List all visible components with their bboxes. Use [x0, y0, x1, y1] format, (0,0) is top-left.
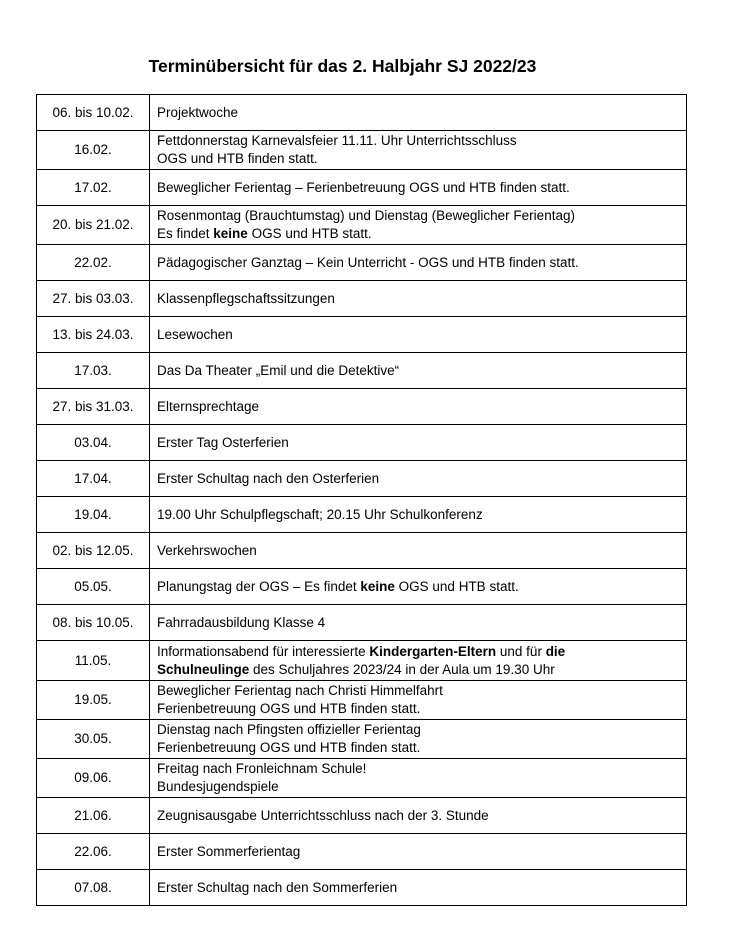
text-segment: 19.00 Uhr Schulpflegschaft; 20.15 Uhr Schulkonferenz [157, 506, 483, 522]
table-row [37, 641, 687, 681]
table-row [37, 425, 687, 461]
description-cell [150, 353, 687, 389]
description-line [157, 225, 682, 243]
description-cell [150, 681, 687, 720]
text-segment: OGS und HTB finden statt. [157, 151, 318, 166]
schedule-table [36, 94, 687, 906]
bold-text: Kindergarten-Eltern [369, 643, 497, 659]
date-cell: 22.06. [37, 834, 150, 870]
date-cell: 21.06. [37, 798, 150, 834]
text-segment: Fettdonnerstag Karnevalsfeier 11.11. Uhr Unterrichtsschluss [157, 133, 517, 148]
description-line [157, 254, 682, 272]
table-row [37, 759, 687, 798]
date-cell: 17.03. [37, 353, 150, 389]
table-row [37, 131, 687, 170]
description-line [157, 614, 682, 632]
description-cell [150, 461, 687, 497]
date-cell: 16.02. [37, 131, 150, 170]
text-segment: des Schuljahres 2023/24 in der Aula um 19.30 Uhr [249, 661, 555, 677]
date-cell: 17.04. [37, 461, 150, 497]
text-segment: Erster Schultag nach den Osterferien [157, 470, 380, 486]
description-line [157, 150, 682, 168]
text-segment: Verkehrswochen [157, 542, 257, 558]
table-row [37, 461, 687, 497]
description-line [157, 104, 682, 122]
description-line [157, 879, 682, 897]
date-cell: 08. bis 10.05. [37, 605, 150, 641]
date-cell: 30.05. [37, 720, 150, 759]
bold-text: die [545, 643, 566, 659]
text-segment: Erster Schultag nach den Sommerferien [157, 879, 398, 895]
table-row [37, 170, 687, 206]
text-segment: OGS und HTB statt. [394, 578, 519, 594]
text-segment: Ferienbetreuung OGS und HTB finden statt. [157, 740, 421, 755]
bold-text: keine [360, 578, 395, 594]
text-segment: Beweglicher Ferientag nach Christi Himmelfahrt [157, 683, 443, 698]
description-line [157, 661, 682, 679]
description-cell [150, 533, 687, 569]
text-segment: Klassenpflegschaftssitzungen [157, 290, 335, 306]
description-line [157, 682, 682, 700]
description-cell [150, 834, 687, 870]
table-row [37, 533, 687, 569]
description-line [157, 179, 682, 197]
text-segment: Es findet [157, 226, 214, 241]
description-cell [150, 425, 687, 461]
table-row [37, 353, 687, 389]
description-cell [150, 95, 687, 131]
table-row [37, 206, 687, 245]
schedule-body [37, 95, 687, 906]
text-segment: Beweglicher Ferientag – Ferienbetreuung OGS und HTB finden statt. [157, 179, 570, 195]
description-line [157, 506, 682, 524]
description-line [157, 398, 682, 416]
description-cell [150, 870, 687, 906]
date-cell: 22.02. [37, 245, 150, 281]
text-segment: Ferienbetreuung OGS und HTB finden statt. [157, 701, 421, 716]
table-row [37, 870, 687, 906]
date-cell: 05.05. [37, 569, 150, 605]
description-line [157, 778, 682, 796]
table-row [37, 681, 687, 720]
text-segment: Rosenmontag (Brauchtumstag) und Dienstag (Beweglicher Ferientag) [157, 208, 575, 223]
table-row [37, 317, 687, 353]
date-cell: 13. bis 24.03. [37, 317, 150, 353]
text-segment: und für [496, 643, 546, 659]
description-line [157, 807, 682, 825]
table-row [37, 605, 687, 641]
text-segment: Erster Sommerferientag [157, 843, 301, 859]
date-cell: 11.05. [37, 641, 150, 681]
description-line [157, 578, 682, 596]
date-cell: 09.06. [37, 759, 150, 798]
description-line [157, 326, 682, 344]
description-line [157, 700, 682, 718]
description-cell [150, 245, 687, 281]
bold-text: Schulneulinge [157, 661, 250, 677]
description-cell [150, 206, 687, 245]
date-cell: 19.04. [37, 497, 150, 533]
description-line [157, 721, 682, 739]
date-cell: 17.02. [37, 170, 150, 206]
description-cell [150, 569, 687, 605]
text-segment: Planungstag der OGS – Es findet [157, 578, 361, 594]
text-segment: Bundesjugendspiele [157, 779, 279, 794]
table-row [37, 497, 687, 533]
description-line [157, 470, 682, 488]
text-segment: Zeugnisausgabe Unterrichtsschluss nach der 3. Stunde [157, 807, 489, 823]
table-row [37, 569, 687, 605]
text-segment: Freitag nach Fronleichnam Schule! [157, 761, 367, 776]
description-cell [150, 131, 687, 170]
table-row [37, 720, 687, 759]
description-line [157, 290, 682, 308]
date-cell: 07.08. [37, 870, 150, 906]
text-segment: Projektwoche [157, 104, 239, 120]
date-cell: 02. bis 12.05. [37, 533, 150, 569]
date-cell: 19.05. [37, 681, 150, 720]
description-cell [150, 389, 687, 425]
description-cell [150, 798, 687, 834]
description-line [157, 362, 682, 380]
page-title: Terminübersicht für das 2. Halbjahr SJ 2022/23 [148, 56, 537, 76]
table-row [37, 389, 687, 425]
bold-text: keine [213, 226, 248, 241]
description-cell [150, 720, 687, 759]
date-cell: 27. bis 03.03. [37, 281, 150, 317]
date-cell: 27. bis 31.03. [37, 389, 150, 425]
description-line [157, 132, 682, 150]
description-cell [150, 605, 687, 641]
table-row [37, 281, 687, 317]
description-cell [150, 170, 687, 206]
text-segment: OGS und HTB statt. [247, 226, 372, 241]
date-cell: 06. bis 10.02. [37, 95, 150, 131]
description-cell [150, 497, 687, 533]
table-row [37, 798, 687, 834]
description-cell [150, 317, 687, 353]
text-segment: Dienstag nach Pfingsten offizieller Ferientag [157, 722, 421, 737]
description-line [157, 434, 682, 452]
text-segment: Informationsabend für interessierte [157, 643, 370, 659]
description-line [157, 207, 682, 225]
description-line [157, 760, 682, 778]
description-line [157, 643, 682, 661]
table-row [37, 834, 687, 870]
description-line [157, 843, 682, 861]
description-cell [150, 641, 687, 681]
text-segment: Fahrradausbildung Klasse 4 [157, 614, 326, 630]
date-cell: 03.04. [37, 425, 150, 461]
text-segment: Das Da Theater „Emil und die Detektive“ [157, 362, 400, 378]
description-line [157, 542, 682, 560]
description-cell [150, 759, 687, 798]
text-segment: Erster Tag Osterferien [157, 434, 289, 450]
text-segment: Pädagogischer Ganztag – Kein Unterricht - OGS und HTB finden statt. [157, 254, 579, 270]
date-cell: 20. bis 21.02. [37, 206, 150, 245]
description-cell [150, 281, 687, 317]
text-segment: Elternsprechtage [157, 398, 260, 414]
table-row [37, 95, 687, 131]
description-line [157, 739, 682, 757]
table-row [37, 245, 687, 281]
text-segment: Lesewochen [157, 326, 233, 342]
